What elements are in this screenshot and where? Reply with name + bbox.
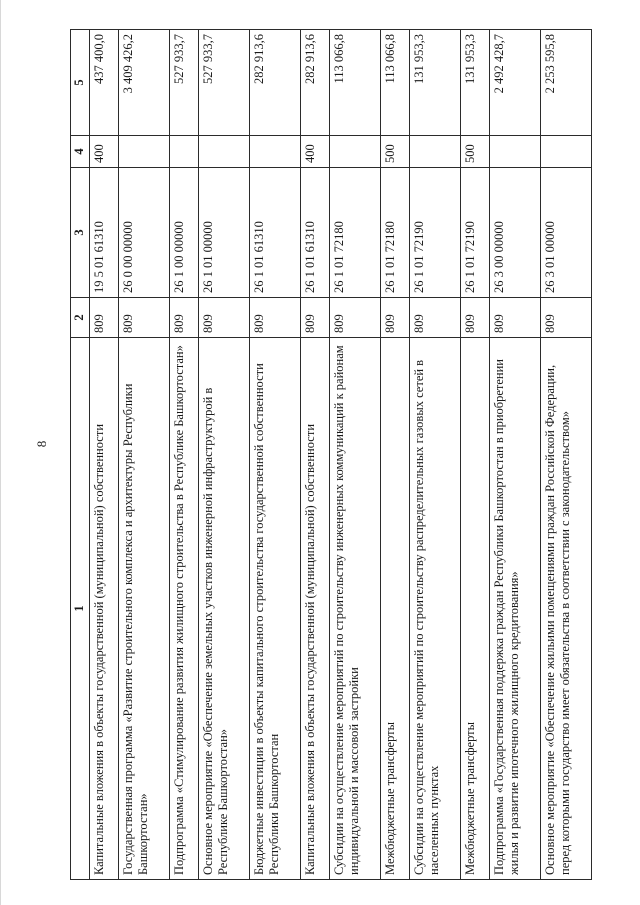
column-header: 4 [71,136,90,168]
row-type: 500 [381,136,410,168]
row-type [541,136,592,168]
row-ministry: 809 [119,298,170,338]
row-type [119,136,170,168]
row-code: 26 1 01 72190 [461,168,490,298]
row-ministry: 809 [330,298,381,338]
table-row [250,30,301,880]
row-ministry: 809 [541,298,592,338]
row-type: 500 [461,136,490,168]
row-amount: 3 409 426,2 [119,30,170,136]
row-code: 19 5 01 61310 [90,168,119,298]
table-row [461,30,490,880]
row-code: 26 3 01 00000 [541,168,592,298]
row-amount: 2 492 428,7 [490,30,541,136]
row-ministry: 809 [90,298,119,338]
row-type: 400 [90,136,119,168]
row-amount: 282 913,6 [300,30,329,136]
row-code: 26 1 01 72190 [410,168,461,298]
row-ministry: 809 [300,298,329,338]
table-row [330,30,381,880]
row-code: 26 0 00 00000 [119,168,170,298]
table-row [300,30,329,880]
table-row [541,30,592,880]
table-row [119,30,170,880]
row-code: 26 1 00 00000 [170,168,199,298]
row-code: 26 1 01 61310 [250,168,301,298]
row-amount: 437 400,0 [90,30,119,136]
row-name: Капитальные вложения в объекты государственной (муниципальной) собственности [300,338,329,880]
row-ministry: 809 [410,298,461,338]
row-amount: 113 066,8 [381,30,410,136]
table-row [199,30,250,880]
row-name: Государственная программа «Развитие строительного комплекса и архитектуры Республики Башкортостан» [119,338,170,880]
row-type [250,136,301,168]
row-ministry: 809 [250,298,301,338]
table-row [170,30,199,880]
row-type [410,136,461,168]
row-amount: 2 253 595,8 [541,30,592,136]
row-ministry: 809 [170,298,199,338]
row-name: Субсидии на осуществление мероприятий по строительству инженерных коммуникаций к районам индивидуальной и массовой застройки [330,338,381,880]
row-type [490,136,541,168]
row-ministry: 809 [199,298,250,338]
row-code: 26 3 00 00000 [490,168,541,298]
row-name: Основное мероприятие «Обеспечение жильими помещениями граждан Российской Федерации, перед которыми государство имеет обязательства в соответствии с законодательством» [541,338,592,880]
row-name: Основное мероприятие «Обеспечение земельных участков инженерной инфраструктурой в Республике Башкортостан» [199,338,250,880]
row-code: 26 1 01 72180 [381,168,410,298]
row-type: 400 [300,136,329,168]
table-row [490,30,541,880]
row-type [330,136,381,168]
row-ministry: 809 [461,298,490,338]
row-type [199,136,250,168]
row-name: Межбюджетные трансферты [461,338,490,880]
column-header: 5 [71,30,90,136]
row-amount: 131 953,3 [410,30,461,136]
row-code: 26 1 01 61310 [300,168,329,298]
row-name: Подпрограмма «Стимулирование развития жилищного строительства в Республике Башкортостан» [170,338,199,880]
row-name: Межбюджетные трансферты [381,338,410,880]
row-amount: 527 933,7 [199,30,250,136]
row-amount: 282 913,6 [250,30,301,136]
row-amount: 131 953,3 [461,30,490,136]
row-ministry: 809 [490,298,541,338]
row-type [170,136,199,168]
row-ministry: 809 [381,298,410,338]
table-header-row [71,30,90,880]
table-row [410,30,461,880]
column-header: 3 [71,168,90,298]
table-row [90,30,119,880]
row-name: Капитальные вложения в объекты государственной (муниципальной) собственности [90,338,119,880]
column-header: 2 [71,298,90,338]
budget-table [70,29,592,880]
page-number: 8 [34,440,49,448]
row-amount: 527 933,7 [170,30,199,136]
row-name: Бюджетные инвестиции в объекты капитального строительства государственной собственности Республики Башкортостан [250,338,301,880]
column-header: 1 [71,338,90,880]
row-code: 26 1 01 72180 [330,168,381,298]
table-row [381,30,410,880]
row-amount: 113 066,8 [330,30,381,136]
rotated-table-container [70,30,592,880]
row-name: Субсидии на осуществление мероприятий по строительству распределительных газовых сетей в населенных пунктах [410,338,461,880]
row-code: 26 1 01 00000 [199,168,250,298]
row-name: Подпрограмма «Государственная поддержка граждан Республики Башкортостан в приобретении жилья и развитие ипотечного жилищного кредитования» [490,338,541,880]
